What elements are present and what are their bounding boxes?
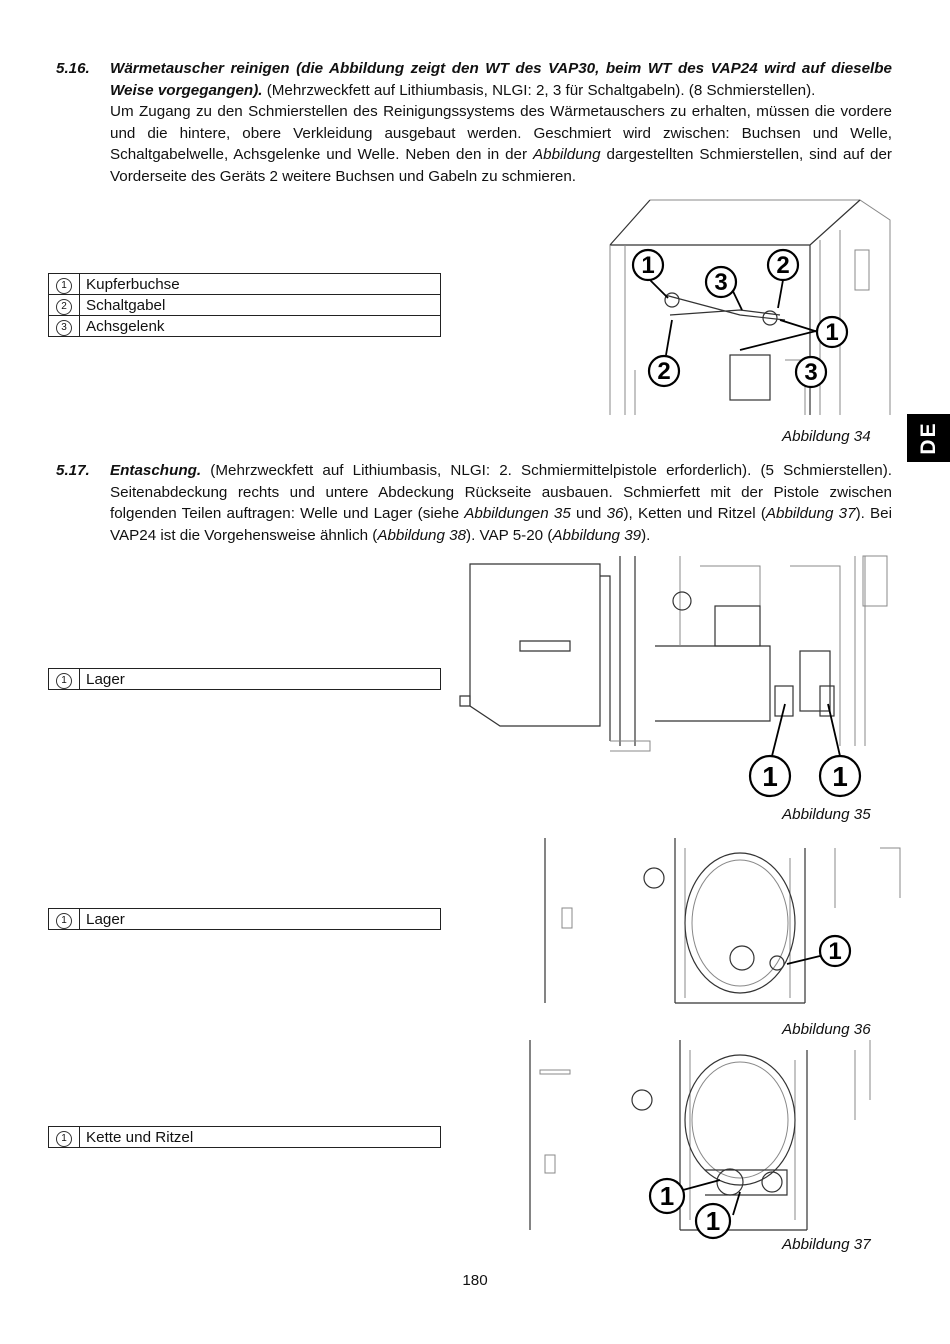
figure-reference: Abbildung xyxy=(533,146,601,163)
callout-3-marker xyxy=(796,357,826,387)
legend-table-35 xyxy=(48,668,441,690)
section-title: Entaschung. xyxy=(110,462,202,479)
section-text: ), Ketten und Ritzel ( xyxy=(623,505,766,522)
section-title: Wärmetauscher reinigen (die Abbildung zeigt den WT des VAP30, beim WT des VAP24 wird auf dieselbe Weise vorgegangen). xyxy=(110,60,892,99)
figure-caption: Abbildung 34 xyxy=(782,428,871,445)
language-tab-label: DE xyxy=(916,421,940,455)
section-text: und xyxy=(570,505,607,522)
legend-row xyxy=(49,274,441,295)
figure-35-drawing xyxy=(460,556,890,806)
section-body xyxy=(110,58,892,187)
section-text: Seitenabdeckung rechts und untere Abdeckung Rückseite ausbauen. Schmierfett mit der Pistole zwischen folgenden Teilen auftragen: Welle und Lager (siehe xyxy=(110,483,892,522)
legend-table-34 xyxy=(48,273,441,337)
section-text: ). xyxy=(641,526,651,544)
section-text: ). VAP 5-20 ( xyxy=(466,526,553,544)
figure-reference: Abbildungen 35 xyxy=(464,505,571,522)
callout-1-marker xyxy=(820,756,860,796)
language-tab xyxy=(907,414,950,462)
legend-label: Lager xyxy=(80,909,441,930)
figure-37-drawing xyxy=(525,1040,885,1240)
legend-label: Schaltgabel xyxy=(80,295,441,316)
legend-row xyxy=(49,316,441,337)
callout-2-marker xyxy=(768,250,798,280)
figure-reference: Abbildung 38 xyxy=(377,526,467,544)
legend-number: 1 xyxy=(56,1131,72,1147)
legend-number: 1 xyxy=(56,673,72,689)
legend-row xyxy=(49,669,441,690)
callout-2-marker xyxy=(649,356,679,386)
legend-table-37 xyxy=(48,1126,441,1148)
callout-number: 2 xyxy=(776,252,790,279)
figure-caption: Abbildung 35 xyxy=(782,806,871,823)
legend-label: Kette und Ritzel xyxy=(80,1127,441,1148)
legend-number: 3 xyxy=(56,320,72,336)
legend-row xyxy=(49,909,441,930)
callout-1-marker xyxy=(817,317,847,347)
callout-1-marker xyxy=(696,1204,730,1238)
figure-caption: Abbildung 36 xyxy=(782,1021,871,1038)
legend-table-36 xyxy=(48,908,441,930)
figure-reference: Abbildung 37 xyxy=(765,505,856,522)
figure-caption: Abbildung 37 xyxy=(782,1236,871,1253)
section-text: Um Zugang zu den Schmierstellen des Reinigungssystems des Wärmetauschers zu erhalten, müssen die vordere und die hintere, obere Verkleidung ausgebaut werden. Geschmiert wird zwischen: Buchsen und Welle, Schaltgabelwelle, Achsgelenke und Welle. Neben den in der xyxy=(110,103,892,163)
figure-reference: Abbildung 39 xyxy=(552,526,642,544)
section-number: 5.17. xyxy=(56,462,90,479)
callout-number: 1 xyxy=(828,938,842,965)
section-number: 5.16. xyxy=(56,60,90,77)
legend-label: Achsgelenk xyxy=(80,316,441,337)
page-number: 180 xyxy=(462,1272,488,1289)
section-text: dargestellten Schmierstellen, sind auf der Vorderseite des Geräts 2 weitere Buchsen und Gabeln zu schmieren. xyxy=(110,146,892,185)
section-intro: (Mehrzweckfett auf Lithiumbasis, NLGI: 2, 3 für Schaltgabeln). (8 Schmierstellen). xyxy=(262,81,816,99)
callout-number: 3 xyxy=(714,269,728,296)
legend-label: Lager xyxy=(80,669,441,690)
callout-3-marker xyxy=(706,267,736,297)
legend-row xyxy=(49,295,441,316)
legend-number: 2 xyxy=(56,299,72,315)
section-body xyxy=(110,460,892,546)
callout-number: 1 xyxy=(641,252,655,279)
callout-1-marker xyxy=(633,250,663,280)
callout-number: 1 xyxy=(705,1206,721,1236)
section-5-17 xyxy=(56,460,892,546)
callout-1-marker xyxy=(820,936,850,966)
callout-number: 1 xyxy=(762,761,778,792)
section-intro: (Mehrzweckfett auf Lithiumbasis, NLGI: 2. Schmiermittelpistole erforderlich). (5 Schmierstellen). xyxy=(201,462,892,479)
legend-label: Kupferbuchse xyxy=(80,274,441,295)
legend-number: 1 xyxy=(56,913,72,929)
callout-number: 1 xyxy=(825,319,839,346)
callout-1-marker xyxy=(650,1179,684,1213)
legend-number: 1 xyxy=(56,278,72,294)
callout-number: 3 xyxy=(804,359,818,386)
legend-row xyxy=(49,1127,441,1148)
callout-number: 1 xyxy=(659,1181,675,1211)
figure-reference: 36 xyxy=(606,505,624,522)
callout-number: 1 xyxy=(832,761,848,792)
section-text: ). Bei VAP24 ist die Vorgehensweise ähnlich ( xyxy=(110,505,893,544)
callout-number: 2 xyxy=(657,358,671,385)
callout-1-marker xyxy=(750,756,790,796)
section-5-16 xyxy=(56,58,892,187)
figure-34-drawing xyxy=(590,190,890,425)
figure-36-drawing xyxy=(540,838,910,1008)
